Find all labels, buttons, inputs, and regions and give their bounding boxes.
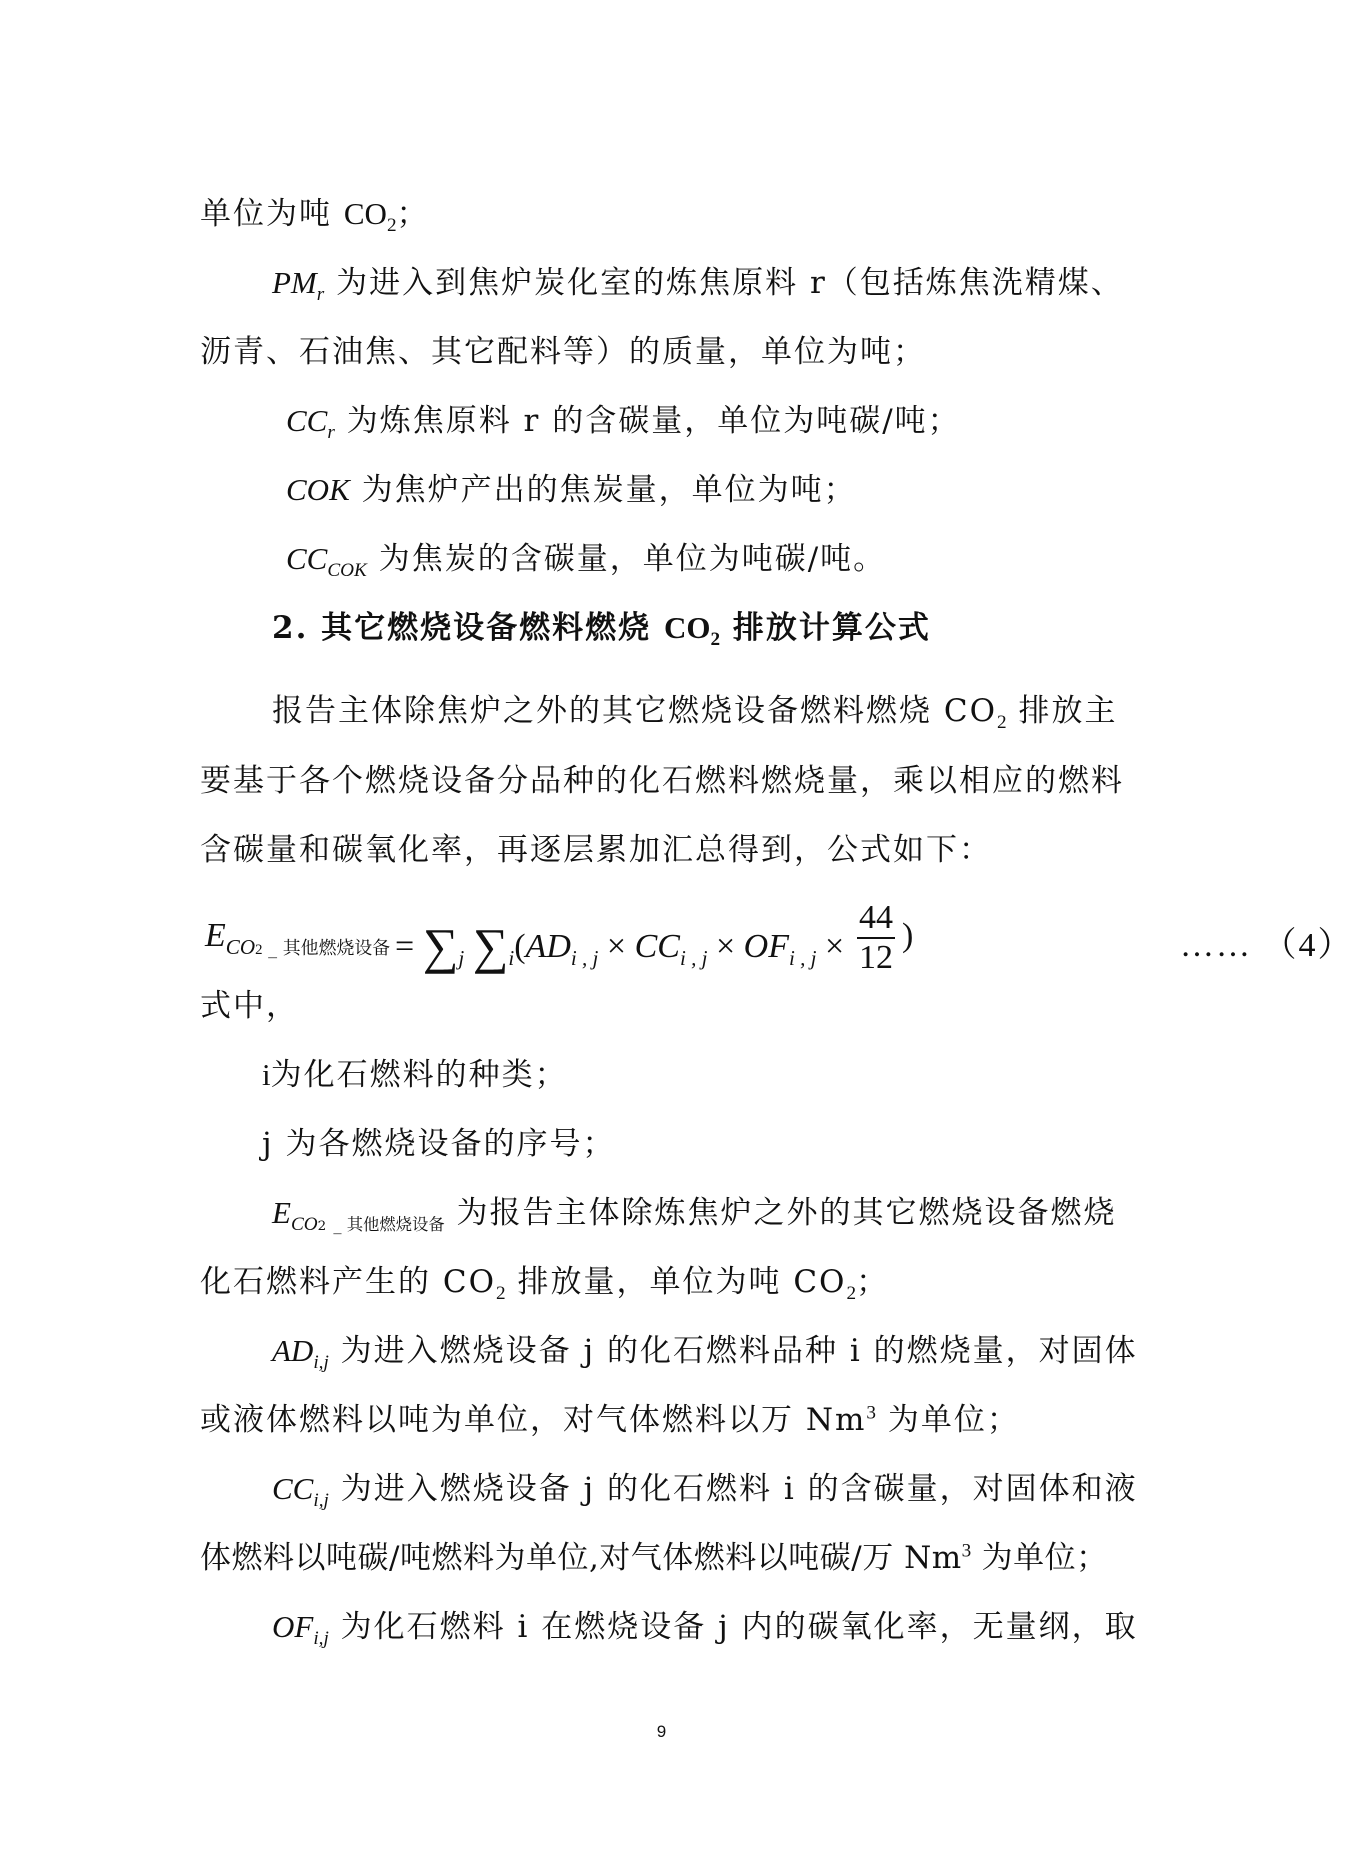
text-line: j 为各燃烧设备的序号； [262,1126,616,1162]
text-line: 沥青、石油焦、其它配料等）的质量，单位为吨； [200,334,926,370]
formula-lhs: $E_{CO2 \_ 其他燃烧设备}$ [205,917,391,959]
text-line: 或液体燃料以吨为单位，对气体燃料以万 Nm$^3$ 为单位； [200,1402,1020,1438]
page-number: 9 [656,1722,667,1741]
text-line: 含碳量和碳氧化率，再逐层累加汇总得到，公式如下： [200,832,992,868]
text-line: $OF_{i,j}$ 为化石燃料 i 在燃烧设备 j 内的碳氧化率，无量纲，取 [272,1609,1138,1650]
emission-formula [205,895,1354,985]
section-heading: 2. 其它燃烧设备燃料燃烧 $CO_2$ 排放计算公式 [272,610,931,651]
text-line: $CC_{COK}$ 为焦炭的含碳量，单位为吨碳/吨。 [286,541,887,582]
equation-number: …… （4） [1180,927,1354,964]
text-line: i为化石燃料的种类； [262,1057,568,1093]
text-line: 要基于各个燃烧设备分品种的化石燃料燃烧量，乘以相应的燃料 [200,763,1124,799]
text-line: 式中， [200,988,299,1024]
text-line: 单位为吨 $CO_2$； [200,196,430,237]
text-line: 化石燃料产生的 $CO_2$ 排放量，单位为吨 $CO_2$； [200,1264,890,1305]
text-line: $AD_{i,j}$ 为进入燃烧设备 j 的化石燃料品种 i 的燃烧量，对固体 [272,1333,1138,1374]
text-line: $CC_{i,j}$ 为进入燃烧设备 j 的化石燃料 i 的含碳量，对固体和液 [272,1471,1138,1512]
text-line: COK 为焦炉产出的焦炭量，单位为吨； [286,472,857,508]
text-line: $CC_r$ 为炼焦原料 r 的含碳量，单位为吨碳/吨； [286,403,961,444]
text-line: $PM_r$ 为进入到焦炉炭化室的炼焦原料 r（包括炼焦洗精煤、 [272,265,1124,306]
formula-close-paren: ) [902,917,914,954]
text-line: 报告主体除焦炉之外的其它燃烧设备燃料燃烧 $CO_2$ 排放主 [272,693,1118,734]
text-line: $E_{CO2 \_ 其他燃烧设备}$ 为报告主体除炼焦炉之外的其它燃烧设备燃烧 [272,1195,1117,1236]
fraction: $\frac{44}{12}$ [859,899,893,976]
formula-rhs: = $\sum_j$ $\sum_i(AD_{i , j} \times CC_{i , j} \times OF_{i , j}$ × [395,918,845,974]
text-line: 体燃料以吨碳/吨燃料为单位,对气体燃料以吨碳/万 Nm$^3$ 为单位； [200,1540,1108,1576]
